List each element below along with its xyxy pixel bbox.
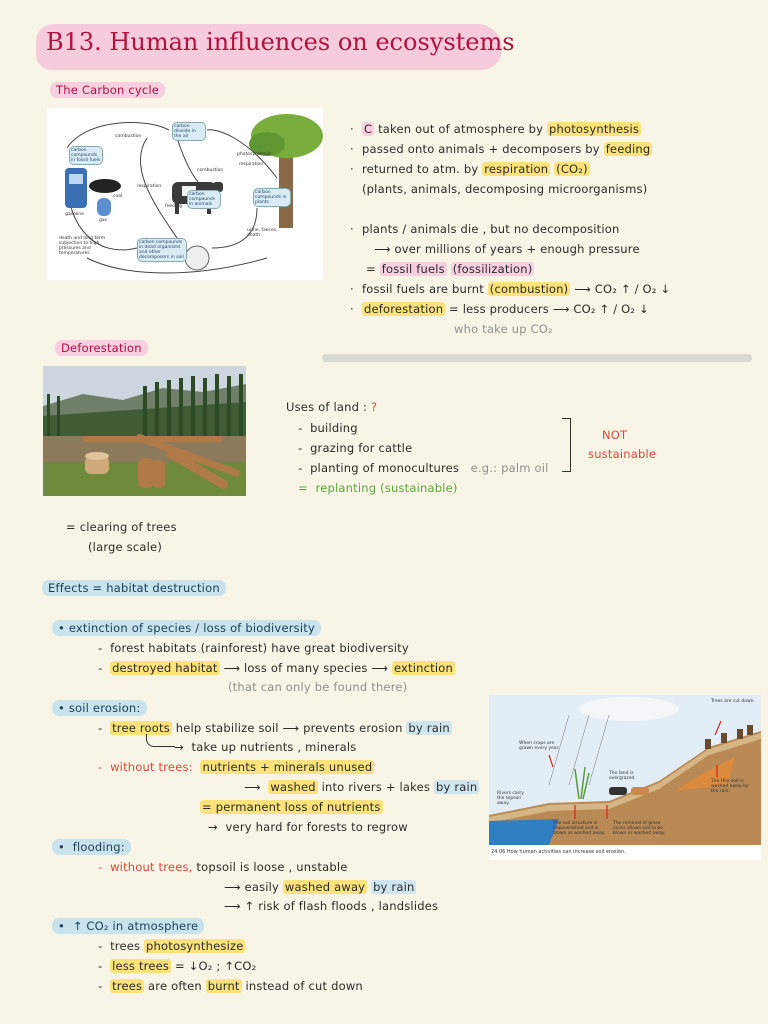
co2-line-2-a: less trees (112, 959, 170, 973)
note-1-b: taken out of atmosphere by (374, 122, 547, 136)
erosion-figure (489, 695, 761, 860)
carbon-cycle-diagram (47, 108, 323, 280)
label-respiration-2: respiration (137, 184, 162, 189)
note-1-c: C (364, 122, 373, 136)
soil-line-3-a: without trees: (110, 760, 193, 774)
soil-line-4: ⟶ washed into rivers + lakes by rain (244, 780, 478, 794)
note-bullet: · (350, 142, 354, 156)
note-bullet: · (350, 302, 354, 316)
soil-heading-text: soil erosion: (68, 701, 141, 715)
use-item-0: - building (298, 421, 358, 435)
bio-line-2-c: extinction (393, 661, 453, 675)
carbon-cycle-heading: The Carbon cycle (50, 82, 165, 98)
note-3-hl: respiration (484, 162, 549, 176)
uses-title (286, 400, 377, 414)
deforestation-photo-svg (43, 366, 246, 496)
not-sustainable-2: sustainable (588, 447, 657, 461)
soil-heading: • soil erosion: (52, 700, 147, 716)
soil-line-4-b: into rivers + lakes (317, 780, 434, 794)
note-1-hl: photosynthesis (548, 122, 640, 136)
soil-line-6-text: very hard for forests to regrow (225, 820, 408, 834)
use-item-2-text: planting of monocultures (310, 461, 460, 475)
co2-line-1: - trees photosynthesize (98, 939, 244, 953)
bio-line-2-b: ⟶ loss of many species ⟶ (219, 661, 392, 675)
bio-line-1: - forest habitats (rainforest) have great biodiversity (98, 641, 409, 655)
label-combustion: combustion (115, 134, 142, 139)
note-bullet: · (350, 162, 354, 176)
soil-line-5-text: = permanent loss of nutrients (202, 800, 381, 814)
soil-line-1: - tree roots help stabilize soil ⟶ prevents erosion by rain (98, 721, 450, 735)
bio-line-2-a: destroyed habitat (112, 661, 218, 675)
co2-line-3-a: trees (112, 979, 143, 993)
biodiversity-heading-text: extinction of species / loss of biodiversity (68, 621, 315, 635)
soil-line-1-c: by rain (408, 721, 450, 735)
note-7-ff: fossil fuels (381, 262, 445, 276)
section-divider (322, 354, 752, 362)
note-9-b: = less producers ⟶ CO₂ ↑ / O₂ ↓ (445, 302, 649, 316)
note-3-co2: (CO₂) (556, 162, 588, 176)
soil-line-2-text: take up nutrients , minerals (191, 740, 357, 754)
label-carbon-dead: carbon compounds in dead organisms and other decomposers in soil (137, 238, 187, 262)
deforestation-photo (43, 366, 246, 496)
def-line-2: (large scale) (88, 540, 163, 554)
flood-line-3: ⟶ ↑ risk of flash floods , landslides (224, 899, 439, 913)
note-7-fz: (fossilization) (452, 262, 533, 276)
note-8-c: ⟶ CO₂ ↑ / O₂ ↓ (570, 282, 671, 296)
bio-line-3: (that can only be found there) (228, 680, 408, 694)
note-1 (362, 122, 641, 136)
label-carbon-air: carbon dioxide in the air (172, 122, 206, 141)
note-5: plants / animals die , but no decomposition (362, 222, 620, 236)
erosion-label-removal: The removal of grass cover allows soil to be blown or washed away. (613, 821, 666, 836)
use-item-1-text: grazing for cattle (310, 441, 413, 455)
uses-title-text: Uses of land : (286, 400, 368, 414)
biodiversity-heading: • extinction of species / loss of biodiversity (52, 620, 321, 636)
note-2-hl: feeding (605, 142, 651, 156)
flood-line-2 (224, 880, 416, 894)
bio-line-1-text: forest habitats (rainforest) have great biodiversity (110, 641, 409, 655)
label-carbon-animals: carbon compounds in animals (187, 190, 221, 209)
deforestation-heading: Deforestation (55, 340, 148, 356)
co2-heading-text: ↑ CO₂ in atmosphere (72, 919, 199, 933)
label-carbon-plants: carbon compounds in plants (253, 188, 291, 207)
note-9 (362, 302, 649, 316)
note-8-hl: (combustion) (489, 282, 569, 296)
co2-line-3-d: instead of cut down (241, 979, 363, 993)
flood-line-1-a: without trees, (110, 860, 193, 874)
erosion-caption: 24.06 How human activities can increase soil erosion. (491, 849, 626, 855)
label-gasoline: gasoline (65, 212, 84, 217)
erosion-label-structure: The soil structure is impoverished and is blown or washed away. (553, 821, 606, 836)
co2-line-1-a: trees (110, 939, 145, 953)
soil-line-2: → take up nutrients , minerals (174, 740, 357, 754)
note-bullet: · (350, 222, 354, 236)
note-2 (362, 142, 652, 156)
erosion-label-thin-soil: The thin soil is washed away by the rain. (711, 779, 749, 794)
erosion-label-rivers: Rivers carry the topsoil away. (497, 791, 524, 806)
page-title: B13. Human influences on ecosystems (46, 28, 515, 56)
erosion-label-trees: Trees are cut down. (711, 699, 755, 704)
co2-heading: • ↑ CO₂ in atmosphere (52, 918, 204, 934)
use-item-2: - planting of monocultures e.g.: palm oil (298, 461, 549, 475)
label-gas: gas (99, 218, 107, 223)
flooding-heading: • flooding: (52, 839, 131, 855)
note-9-hl: deforestation (364, 302, 444, 316)
uses-question: ? (370, 400, 378, 414)
soil-arrow (146, 734, 175, 747)
label-photosynthesis: photosynthesis (237, 152, 272, 157)
note-7 (366, 262, 534, 276)
soil-line-6: → very hard for forests to regrow (208, 820, 408, 834)
co2-line-1-b: photosynthesize (146, 939, 244, 953)
flood-line-2-a: ⟶ easily (224, 880, 283, 894)
replanting: = replanting (sustainable) (298, 481, 458, 495)
soil-line-3-b: nutrients + minerals unused (202, 760, 373, 774)
note-6: ⟶ over millions of years + enough pressure (374, 242, 640, 256)
note-3 (362, 162, 590, 176)
flooding-heading-text: flooding: (72, 840, 125, 854)
note-3-a: returned to atm. by (362, 162, 483, 176)
soil-line-3: - without trees: nutrients + minerals unused (98, 760, 373, 774)
soil-line-5 (200, 800, 383, 814)
label-respiration-1: respiration (239, 162, 264, 167)
note-bullet: · (350, 282, 354, 296)
erosion-label-crops: When crops are grown every year. (519, 741, 560, 751)
soil-line-4-a: washed (270, 780, 316, 794)
label-carbon-fossil: carbon compounds in fossil fuels (69, 146, 103, 165)
label-death: death and long term subjection to high pressures and temperatures (59, 236, 106, 256)
soil-line-1-b: help stabilize soil ⟶ prevents erosion (171, 721, 407, 735)
not-sustainable-1: NOT (602, 428, 628, 442)
note-4: (plants, animals, decomposing microorganisms) (362, 182, 648, 196)
effects-heading: Effects = habitat destruction (42, 580, 226, 596)
bracket (562, 418, 571, 472)
note-2-a: passed onto animals + decomposers by (362, 142, 604, 156)
co2-line-3-b: are often (144, 979, 206, 993)
note-8-a: fossil fuels are burnt (362, 282, 488, 296)
label-coal: coal (113, 194, 123, 199)
def-line-1: = clearing of trees (66, 520, 177, 534)
note-bullet: · (350, 122, 354, 136)
co2-line-3-c: burnt (207, 979, 240, 993)
co2-line-3: - trees are often burnt instead of cut down (98, 979, 363, 993)
note-10: who take up CO₂ (454, 322, 553, 336)
label-feeding: feeding (165, 204, 182, 209)
note-7-a: = (366, 262, 380, 276)
bio-line-2: - destroyed habitat ⟶ loss of many species ⟶ extinction (98, 661, 453, 675)
use-item-1: - grazing for cattle (298, 441, 413, 455)
soil-line-4-c: by rain (435, 780, 478, 794)
flood-line-1-b: topsoil is loose , unstable (192, 860, 348, 874)
erosion-label-overgrazed: The land is overgrazed. (609, 771, 636, 781)
use-item-2-note: e.g.: palm oil (470, 461, 549, 475)
flood-line-2-d: by rain (373, 880, 415, 894)
soil-line-1-a: tree roots (112, 721, 170, 735)
note-8 (362, 282, 670, 296)
use-item-0-text: building (310, 421, 358, 435)
replanting-text: replanting (sustainable) (315, 481, 458, 495)
co2-line-2: - less trees = ↓O₂ ; ↑CO₂ (98, 959, 257, 973)
co2-line-2-b: = ↓O₂ ; ↑CO₂ (171, 959, 257, 973)
label-combustion-2: combustion (197, 168, 224, 173)
flood-line-1: - without trees, topsoil is loose , unstable (98, 860, 348, 874)
label-urine: urine, faeces, death (247, 228, 278, 238)
flood-line-2-b: washed away (284, 880, 366, 894)
